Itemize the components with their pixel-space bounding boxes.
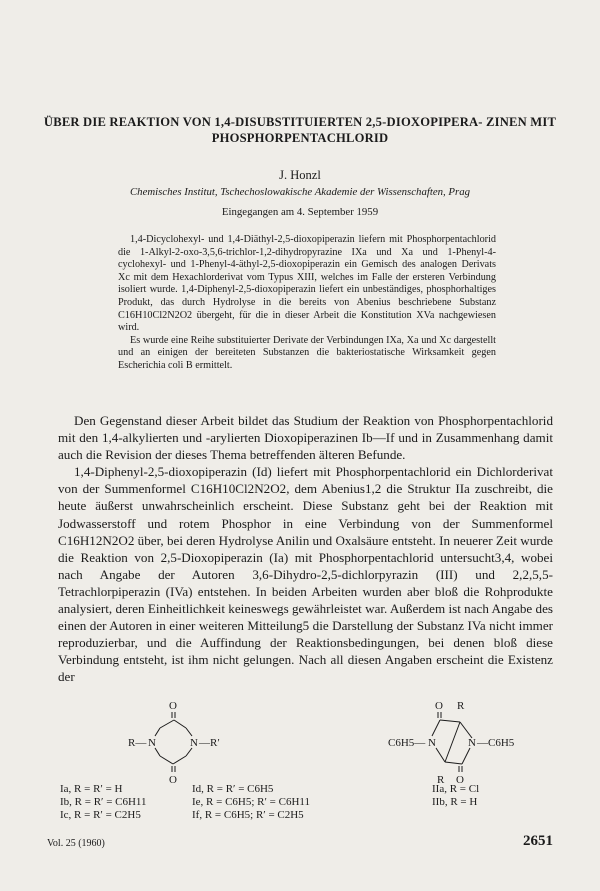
label-ia: Ia, R = R′ = H — [60, 783, 123, 795]
label-iia: IIa, R = Cl — [432, 783, 480, 795]
abstract — [118, 234, 496, 373]
abstract-paragraph-1: 1,4-Dicyclohexyl- und 1,4-Diäthyl-2,5-dioxopiperazin liefern mit Phosphorpentachlorid die 1-Alkyl-2-oxo-3,5,6-trichlor-1,2-dihydropyrazine IXa und Xa und 1-Phenyl-4-cyclohexyl- und 1-Phenyl-4-äthyl-2,5-dioxopiperazin ein Gemisch des analogen Derivats Xc mit dem Hexachlorderivat vom Typus XIII, welches im Falle der ersteren Verbindung isoliert wurde. 1,4-Diphenyl-2,5-dioxopiperazin liefert ein unbeständiges, phosphorhaltiges Produkt, das durch Hydrolyse in die bereits von Abenius beschriebene Substanz C16H10Cl2N2O2 übergeht, für die in dieser Arbeit die Konstitution XVa nachgewiesen wird. — [118, 234, 496, 334]
formula-diagram — [0, 692, 600, 852]
atom-r-bottom: R — [437, 774, 445, 786]
author-affiliation: Chemisches Institut, Tschechoslowakische Akademie der Wissenschaften, Prag — [129, 186, 471, 198]
substituent-r-prime: —R′ — [199, 737, 220, 749]
label-ib: Ib, R = R′ = C6H11 — [60, 796, 147, 808]
label-id: Id, R = R′ = C6H5 — [192, 783, 274, 795]
label-ic: Ic, R = R′ = C2H5 — [60, 809, 141, 821]
atom-r-top: R — [457, 700, 465, 712]
structural-formulas — [0, 692, 600, 852]
atom-n-right: N — [190, 737, 198, 749]
atom-n-left-right: N — [428, 737, 436, 749]
atom-n-right-right: N — [468, 737, 476, 749]
substituent-phenyl-left: C6H5— — [388, 737, 426, 749]
structure-dioxopiperazine — [155, 712, 192, 772]
substituent-r: R— — [128, 737, 147, 749]
atom-o-bottom-right: O — [456, 774, 464, 786]
atom-o-top-right: O — [435, 700, 443, 712]
article-body — [58, 412, 553, 686]
structure-bicyclic — [432, 712, 472, 772]
label-if: If, R = C6H5; R′ = C2H5 — [192, 809, 304, 821]
atom-n-left: N — [148, 737, 156, 749]
body-paragraph-2: 1,4-Diphenyl-2,5-dioxopiperazin (Id) liefert mit Phosphorpentachlorid ein Dichlorderivat von der Summenformel C16H10Cl2N2O2, dem Abenius1,2 die Struktur IIa zuschreibt, die heute äußerst unwahrscheinlich erscheint. Diese Substanz geht bei der Reaktion mit Jodwasserstoff und rotem Phosphor in eine Verbindung von der Summenformel C16H12N2O2 über, bei deren Hydrolyse Anilin und Oxalsäure entsteht. In neuerer Zeit wurde die Reaktion von 2,5-Dioxopiperazin (Ia) mit Phosphorpentachlorid untersucht3,4, wobei nach Angabe der Autoren 3,6-Dihydro-2,5-dichlorpyrazin (III) und 2,2,5,5-Tetrachlorpiperazin (IVa) entstehen. In beiden Arbeiten wurden aber bloß die Rohprodukte analysiert, deren Einheitlichkeit keineswegs gewährleistet war. Außerdem ist nach Angabe des einen der Autoren in einer weiteren Mitteilung5 die Darstellung der Substanz IVa nicht immer reproduzierbar, und die Auffindung der Reaktionsbedingungen, bei denen bloß diese Verbindung entsteht, ist ihm nicht gelungen. Nach all diesen Angaben erscheint die Existenz der — [58, 464, 553, 685]
article-title: ÜBER DIE REAKTION VON 1,4-DISUBSTITUIERTEN 2,5-DIOXOPIPERA- ZINEN MIT PHOSPHORPENTACHLORID — [43, 115, 557, 145]
received-date: Eingegangen am 4. September 1959 — [221, 206, 379, 218]
atom-o-bottom: O — [169, 774, 177, 786]
abstract-paragraph-2: Es wurde eine Reihe substituierter Derivate der Verbindungen IXa, Xa und Xc dargestellt und an einigen der bereiteten Substanzen die bakteriostatische Wirksamkeit gegen Escherichia coli B ermittelt. — [118, 334, 496, 371]
label-ie: Ie, R = C6H5; R′ = C6H11 — [192, 796, 310, 808]
substituent-phenyl-right: —C6H5 — [477, 737, 515, 749]
volume-info: Vol. 25 (1960) — [47, 838, 105, 849]
page-number: 2651 — [523, 833, 553, 849]
author-name: J. Honzl — [279, 168, 321, 182]
body-paragraph-1: Den Gegenstand dieser Arbeit bildet das Studium der Reaktion von Phosphorpentachlorid mit den 1,4-alkylierten und -arylierten Dioxopiperazinen Ib—If und in Zusammenhang damit auch die Revision der dieses Thema betreffenden älteren Befunde. — [58, 413, 553, 463]
atom-o-top: O — [169, 700, 177, 712]
label-iib: IIb, R = H — [432, 796, 478, 808]
